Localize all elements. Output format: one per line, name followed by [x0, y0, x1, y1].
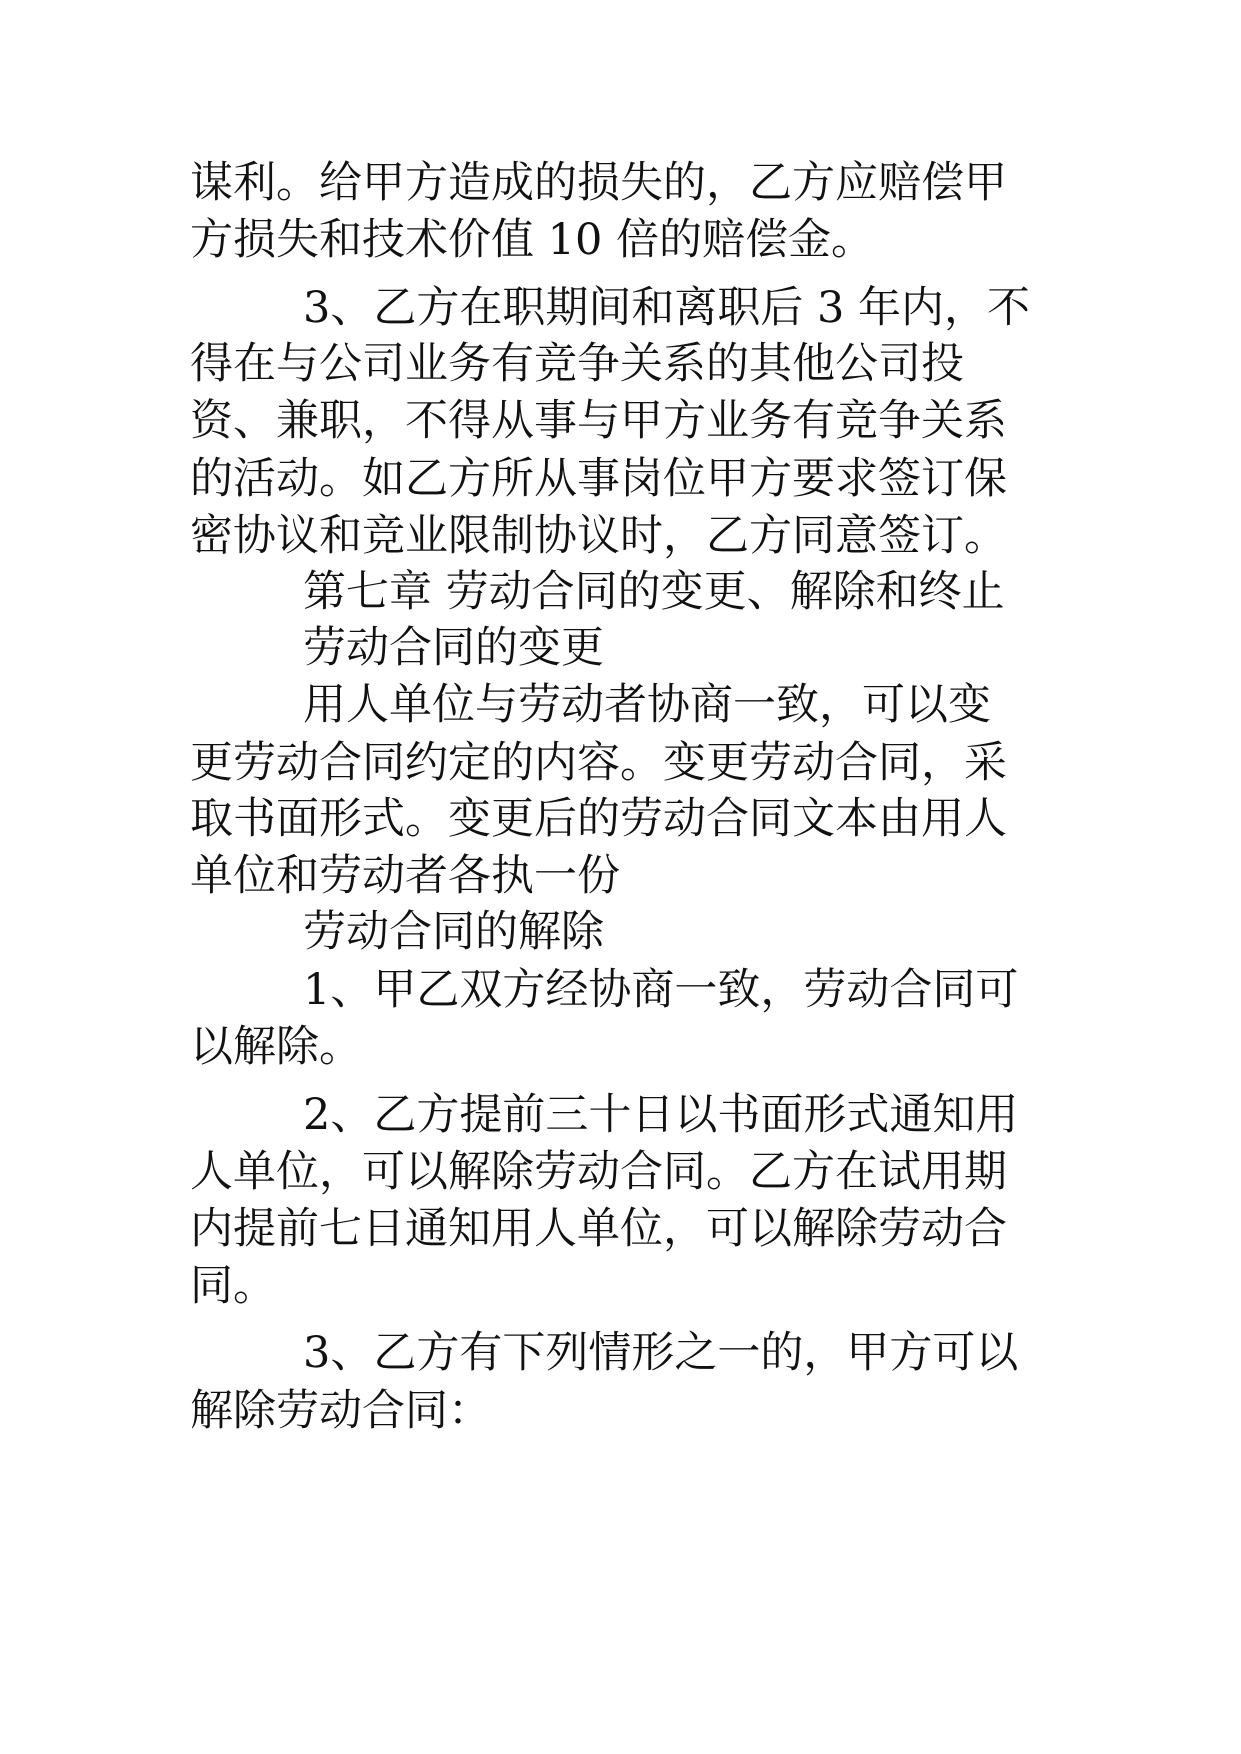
body-text-line: 资、兼职，不得从事与甲方业务有竞争关系: [190, 396, 1007, 446]
section-heading: 劳动合同的变更: [303, 623, 604, 673]
body-text-line: 用人单位与劳动者协商一致，可以变: [303, 680, 991, 730]
body-text-line: 内提前七日通知用人单位，可以解除劳动合: [190, 1204, 1007, 1254]
body-text-line: 得在与公司业务有竞争关系的其他公司投: [190, 339, 964, 389]
body-text-line: 更劳动合同约定的内容。变更劳动合同，采: [190, 738, 1007, 788]
body-text-line: 3、乙方有下列情形之一的，甲方可以: [303, 1328, 1019, 1378]
body-text-line: 方损失和技术价值 10 倍的赔偿金。: [190, 215, 875, 265]
body-text-line: 以解除。: [190, 1022, 362, 1072]
body-text-line: 2、乙方提前三十日以书面形式通知用: [303, 1090, 1019, 1140]
body-text-line: 3、乙方在职期间和离职后 3 年内，不: [303, 283, 1031, 333]
body-text-line: 1、甲乙双方经协商一致，劳动合同可: [303, 965, 1019, 1015]
body-text-line: 单位和劳动者各执一份: [190, 851, 620, 901]
chapter-heading: 第七章 劳动合同的变更、解除和终止: [303, 567, 1005, 617]
body-text-line: 人单位，可以解除劳动合同。乙方在试用期: [190, 1147, 1007, 1197]
body-text-line: 的活动。如乙方所从事岗位甲方要求签订保: [190, 454, 1007, 504]
body-text-line: 密协议和竞业限制协议时，乙方同意签订。: [190, 511, 1007, 561]
body-text-line: 谋利。给甲方造成的损失的，乙方应赔偿甲: [190, 158, 1007, 208]
body-text-line: 同。: [190, 1261, 276, 1311]
body-text-line: 解除劳动合同：: [190, 1386, 491, 1436]
section-heading: 劳动合同的解除: [303, 907, 604, 957]
body-text-line: 取书面形式。变更后的劳动合同文本由用人: [190, 794, 1007, 844]
